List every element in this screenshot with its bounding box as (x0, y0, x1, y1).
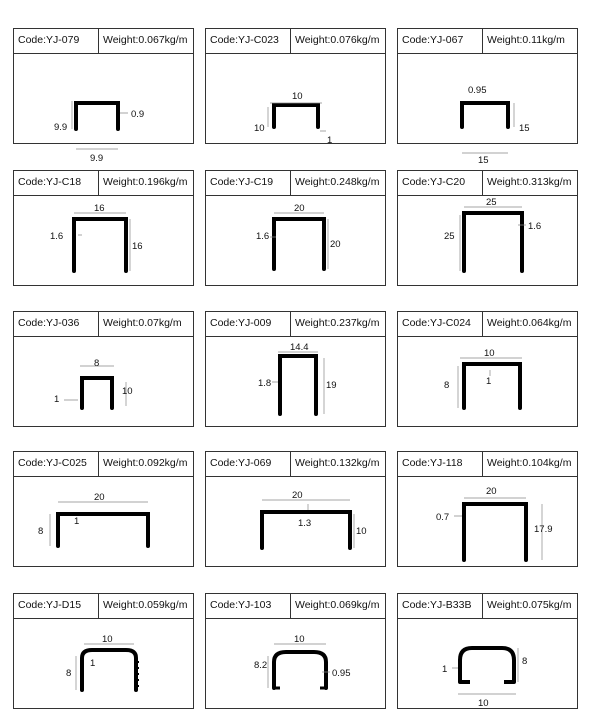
profile-code: Code:YJ-118 (402, 457, 463, 469)
profile-card (13, 170, 194, 286)
card-header (14, 29, 193, 54)
dim-width: 9.9 (90, 153, 104, 164)
profile-card (397, 311, 578, 427)
card-header (398, 312, 577, 337)
dim-height: 20 (330, 239, 341, 250)
dim-thickness: 1 (74, 516, 80, 527)
card-header (398, 594, 577, 619)
dim-width: 14.4 (290, 342, 309, 353)
profile-code: Code:YJ-067 (402, 34, 464, 46)
profile-code: Code:YJ-D15 (18, 599, 82, 611)
profile-drawing (206, 476, 385, 566)
dim-width: 20 (486, 486, 497, 497)
dim-thickness: 1 (327, 135, 333, 146)
card-header (14, 594, 193, 619)
profile-code: Code:YJ-B33B (402, 599, 472, 611)
profile-weight: Weight:0.11kg/m (487, 34, 565, 46)
dim-thickness: 0.95 (332, 668, 351, 679)
profile-card (397, 28, 578, 166)
profile-code: Code:YJ-C023 (210, 34, 279, 46)
profile-drawing (14, 476, 193, 566)
profile-drawing (14, 336, 193, 426)
profile-card (205, 451, 386, 567)
profile-weight: Weight:0.059kg/m (103, 599, 188, 611)
dim-height: 9.9 (54, 122, 68, 133)
profile-card (13, 451, 194, 567)
profile-weight: Weight:0.076kg/m (295, 34, 380, 46)
dim-width: 20 (294, 203, 305, 214)
profile-card (397, 593, 578, 709)
profile-drawing (14, 195, 193, 285)
profile-weight: Weight:0.092kg/m (103, 457, 188, 469)
profile-card (205, 28, 386, 144)
profile-weight: Weight:0.075kg/m (487, 599, 572, 611)
dim-width: 25 (486, 197, 497, 208)
card-header (14, 452, 193, 477)
dim-thickness: 1.6 (50, 231, 64, 242)
profile-weight: Weight:0.067kg/m (103, 34, 188, 46)
dim-thickness: 0.7 (436, 512, 450, 523)
profile-weight: Weight:0.237kg/m (295, 317, 380, 329)
profile-drawing (398, 476, 577, 566)
profile-weight: Weight:0.196kg/m (103, 176, 188, 188)
profile-card (13, 311, 194, 427)
profile-drawing (206, 336, 385, 426)
profile-card (13, 593, 194, 709)
dim-thickness: 1 (486, 376, 492, 387)
profile-card (205, 593, 386, 709)
card-header (14, 312, 193, 337)
dim-thickness: 1 (442, 664, 448, 675)
card-header (206, 171, 385, 196)
dim-thickness: 1.8 (258, 378, 272, 389)
profile-card (13, 28, 194, 164)
profile-code: Code:YJ-C025 (18, 457, 87, 469)
dim-thickness: 1.3 (298, 518, 312, 529)
dim-height: 8.2 (254, 660, 268, 671)
profile-code: Code:YJ-103 (210, 599, 272, 611)
profile-weight: Weight:0.313kg/m (487, 176, 572, 188)
profile-weight: Weight:0.104kg/m (487, 457, 572, 469)
dim-thickness: 1.6 (528, 221, 542, 232)
profile-drawing (14, 618, 193, 708)
card-header (206, 594, 385, 619)
profile-drawing (206, 53, 385, 146)
dim-height: 8 (522, 656, 528, 667)
card-header (206, 452, 385, 477)
dim-width: 20 (94, 492, 105, 503)
profile-code: Code:YJ-C18 (18, 176, 82, 188)
card-header (398, 452, 577, 477)
profile-code: Code:YJ-069 (210, 457, 272, 469)
profile-drawing (14, 53, 193, 164)
profile-drawing (398, 336, 577, 426)
dim-thickness: 1 (54, 394, 60, 405)
dim-height: 10 (122, 386, 133, 397)
dim-width: 10 (484, 348, 495, 359)
profile-code: Code:YJ-009 (210, 317, 272, 329)
dim-width: 10 (102, 634, 113, 645)
profile-weight: Weight:0.069kg/m (295, 599, 380, 611)
card-header (206, 312, 385, 337)
profile-weight: Weight:0.064kg/m (487, 317, 572, 329)
card-header (398, 171, 577, 196)
dim-height: 16 (132, 241, 143, 252)
card-header (206, 29, 385, 54)
dim-thickness: 1.6 (256, 231, 270, 242)
profile-weight: Weight:0.132kg/m (295, 457, 380, 469)
card-header (398, 29, 577, 54)
profile-card (397, 170, 578, 286)
card-header (14, 171, 193, 196)
dim-width: 8 (94, 358, 100, 369)
profile-drawing (206, 618, 385, 708)
profile-code: Code:YJ-036 (18, 317, 80, 329)
dim-height: 10 (254, 123, 265, 134)
profile-drawing (398, 53, 577, 166)
profile-weight: Weight:0.248kg/m (295, 176, 380, 188)
dim-thickness: 0.9 (131, 109, 145, 120)
profile-weight: Weight:0.07kg/m (103, 317, 182, 329)
profile-card (205, 170, 386, 286)
dim-thickness: 0.95 (468, 85, 487, 96)
dim-width: 10 (294, 634, 305, 645)
dim-thickness: 1 (90, 658, 96, 669)
dim-height: 19 (326, 380, 337, 391)
dim-height: 10 (356, 526, 367, 537)
dim-height: 25 (444, 231, 455, 242)
dim-width: 10 (478, 698, 489, 709)
profile-drawing (206, 195, 385, 285)
dim-width: 16 (94, 203, 105, 214)
dim-height: 8 (444, 380, 450, 391)
dim-height: 8 (38, 526, 44, 537)
profile-code: Code:YJ-079 (18, 34, 80, 46)
dim-height: 17.9 (534, 524, 553, 535)
dim-height: 15 (519, 123, 530, 134)
profile-card (397, 451, 578, 567)
dim-width: 20 (292, 490, 303, 501)
dim-height: 8 (66, 668, 72, 679)
profile-drawing (398, 195, 577, 285)
profile-code: Code:YJ-C024 (402, 317, 471, 329)
profile-drawing (398, 618, 577, 708)
dim-width: 15 (478, 155, 489, 166)
dim-width: 10 (292, 91, 303, 102)
profile-code: Code:YJ-C20 (402, 176, 466, 188)
profile-code: Code:YJ-C19 (210, 176, 274, 188)
profile-card (205, 311, 386, 427)
